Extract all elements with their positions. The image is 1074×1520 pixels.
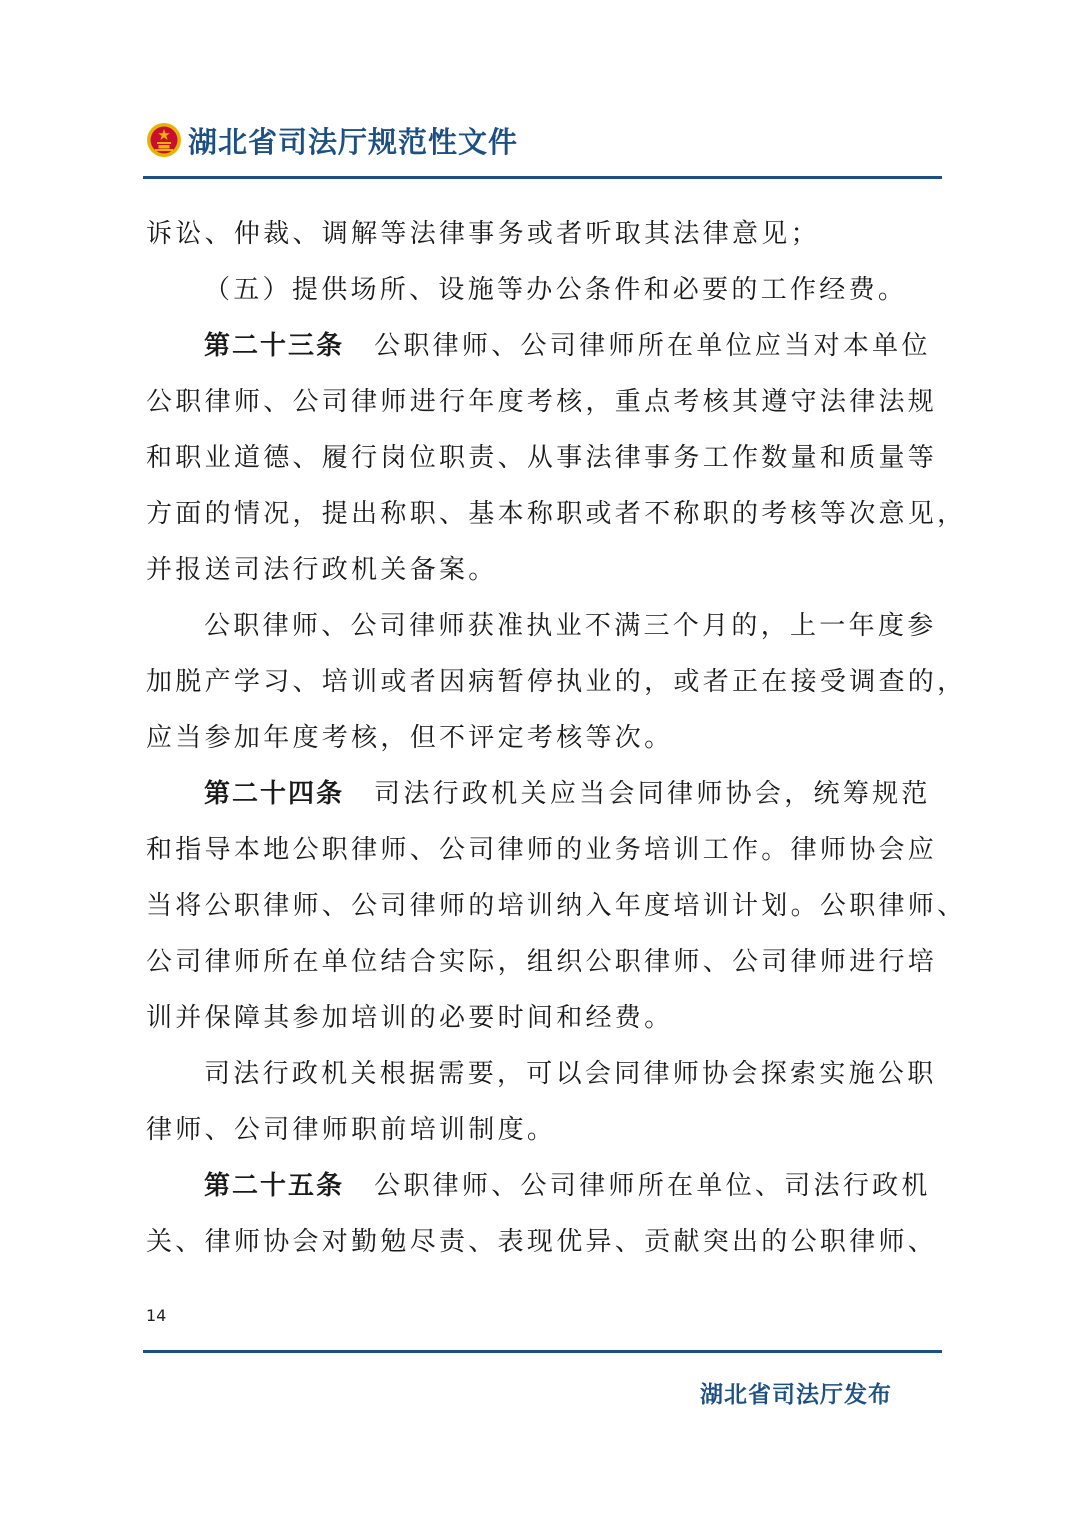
text-line: 和指导本地公职律师、公司律师的业务培训工作。律师协会应 [146,835,938,865]
footer-publisher: 湖北省司法厅发布 [700,1382,892,1408]
article-23-first-line [146,318,936,374]
text-line: 方面的情况，提出称职、基本称职或者不称职的考核等次意见， [146,499,967,529]
document-body [146,206,967,1270]
text-line: 加脱产学习、培训或者因病暂停执业的，或者正在接受调查的， [146,667,967,697]
text-line: 诉讼、仲裁、调解等法律事务或者听取其法律意见； [146,219,820,249]
text-line: 公职律师、公司律师进行年度考核，重点考核其遵守法律法规 [146,387,938,417]
article-25-first-line [146,1158,936,1214]
text-line: 律师、公司律师职前培训制度。 [146,1115,557,1145]
article-heading: 第二十四条 [204,779,345,809]
text-line: 公职律师、公司律师获准执业不满三个月的，上一年度参 [204,611,937,641]
text-line: 关、律师协会对勤勉尽责、表现优异、贡献突出的公职律师、 [146,1227,938,1257]
text-line: 司法行政机关应当会同律师协会，统筹规范 [374,779,931,809]
page-number: 14 [146,1306,167,1325]
text-line: 应当参加年度考核，但不评定考核等次。 [146,723,674,753]
text-line: 训并保障其参加培训的必要时间和经费。 [146,1003,674,1033]
text-line: 当将公职律师、公司律师的培训纳入年度培训计划。公职律师、 [146,891,967,921]
text-line: 公职律师、公司律师所在单位、司法行政机 [374,1171,931,1201]
document-header [146,118,942,166]
text-line: 公司律师所在单位结合实际，组织公职律师、公司律师进行培 [146,947,938,977]
text-line: 和职业道德、履行岗位职责、从事法律事务工作数量和质量等 [146,443,938,473]
article-24-first-line [146,766,936,822]
header-divider [143,176,942,179]
footer-divider [143,1350,942,1353]
national-emblem-icon [146,122,182,158]
text-line: 司法行政机关根据需要，可以会同律师协会探索实施公职 [204,1059,937,1089]
text-line: （五）提供场所、设施等办公条件和必要的工作经费。 [204,275,908,305]
text-line: 公职律师、公司律师所在单位应当对本单位 [374,331,931,361]
text-line: 并报送司法行政机关备案。 [146,555,498,585]
article-heading: 第二十三条 [204,331,345,361]
header-title: 湖北省司法厅规范性文件 [188,125,519,159]
article-heading: 第二十五条 [204,1171,345,1201]
